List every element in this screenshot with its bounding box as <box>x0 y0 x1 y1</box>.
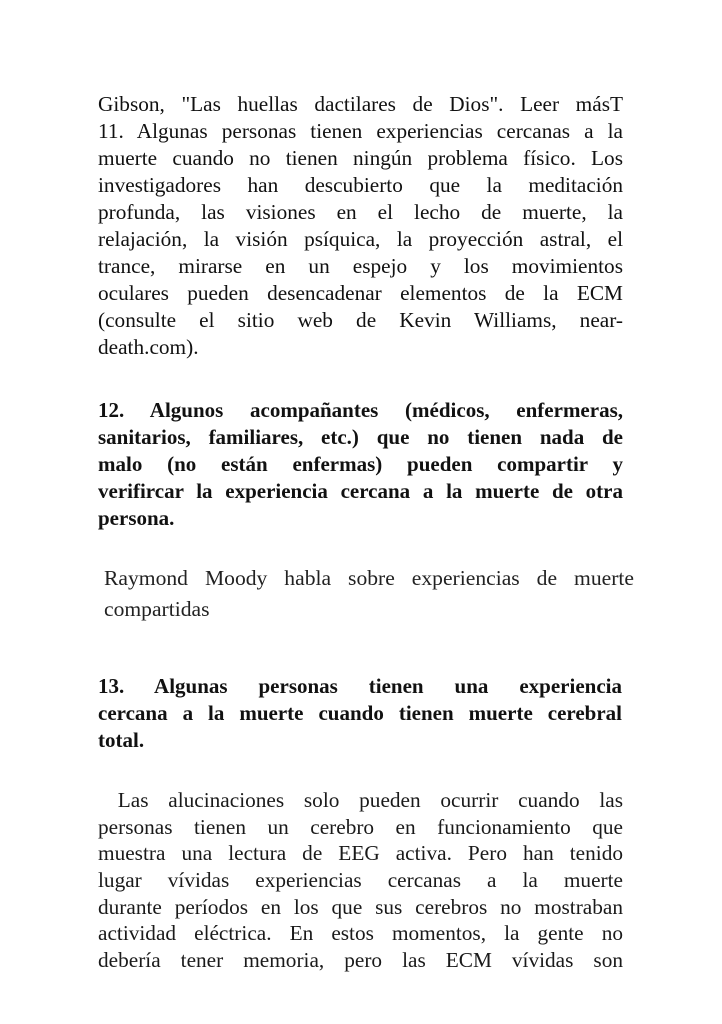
text-line: (consulte el sitio web de Kevin Williams, near- <box>98 308 623 332</box>
heading-13 <box>98 673 622 754</box>
heading-line: verifircar la experiencia cercana a la muerte de otra <box>98 479 623 503</box>
heading-12 <box>98 397 623 532</box>
text-line: trance, mirarse en un espejo y los movimientos <box>98 254 623 278</box>
text-line: debería tener memoria, pero las ECM vívidas son <box>98 948 623 973</box>
paragraph-13 <box>98 787 623 974</box>
link-line[interactable]: compartidas <box>104 597 210 621</box>
moody-link[interactable] <box>104 563 634 625</box>
text-line: death.com). <box>98 335 199 359</box>
heading-line: sanitarios, familiares, etc.) que no tienen nada de <box>98 425 623 449</box>
text-line: muestra una lectura de EEG activa. Pero han tenido <box>98 841 623 866</box>
text-line: investigadores han descubierto que la meditación <box>98 173 623 197</box>
link-line[interactable]: Raymond Moody habla sobre experiencias de muerte <box>104 566 634 590</box>
text-line: 11. Algunas personas tienen experiencias cercanas a la <box>98 119 623 143</box>
text-line: actividad eléctrica. En estos momentos, la gente no <box>98 921 623 946</box>
heading-line: malo (no están enfermas) pueden compartir y <box>98 452 623 476</box>
text-line: Gibson, "Las huellas dactilares de Dios". Leer másT <box>98 92 623 116</box>
text-line: lugar vívidas experiencias cercanas a la muerte <box>98 868 623 893</box>
paragraph-11 <box>98 91 623 361</box>
text-line: personas tienen un cerebro en funcionamiento que <box>98 814 623 839</box>
heading-line: total. <box>98 728 145 752</box>
text-line: relajación, la visión psíquica, la proyección astral, el <box>98 227 623 251</box>
heading-line: 12. Algunos acompañantes (médicos, enfermeras, <box>98 398 623 422</box>
text-line: durante períodos en los que sus cerebros no mostraban <box>98 894 623 919</box>
text-line: muerte cuando no tienen ningún problema físico. Los <box>98 146 623 170</box>
text-line: Las alucinaciones solo pueden ocurrir cuando las <box>98 788 623 812</box>
heading-line: cercana a la muerte cuando tienen muerte cerebral <box>98 701 622 725</box>
heading-line: 13. Algunas personas tienen una experiencia <box>98 674 622 698</box>
heading-line: persona. <box>98 506 175 530</box>
text-line: profunda, las visiones en el lecho de muerte, la <box>98 200 623 224</box>
text-line: oculares pueden desencadenar elementos de la ECM <box>98 281 623 305</box>
